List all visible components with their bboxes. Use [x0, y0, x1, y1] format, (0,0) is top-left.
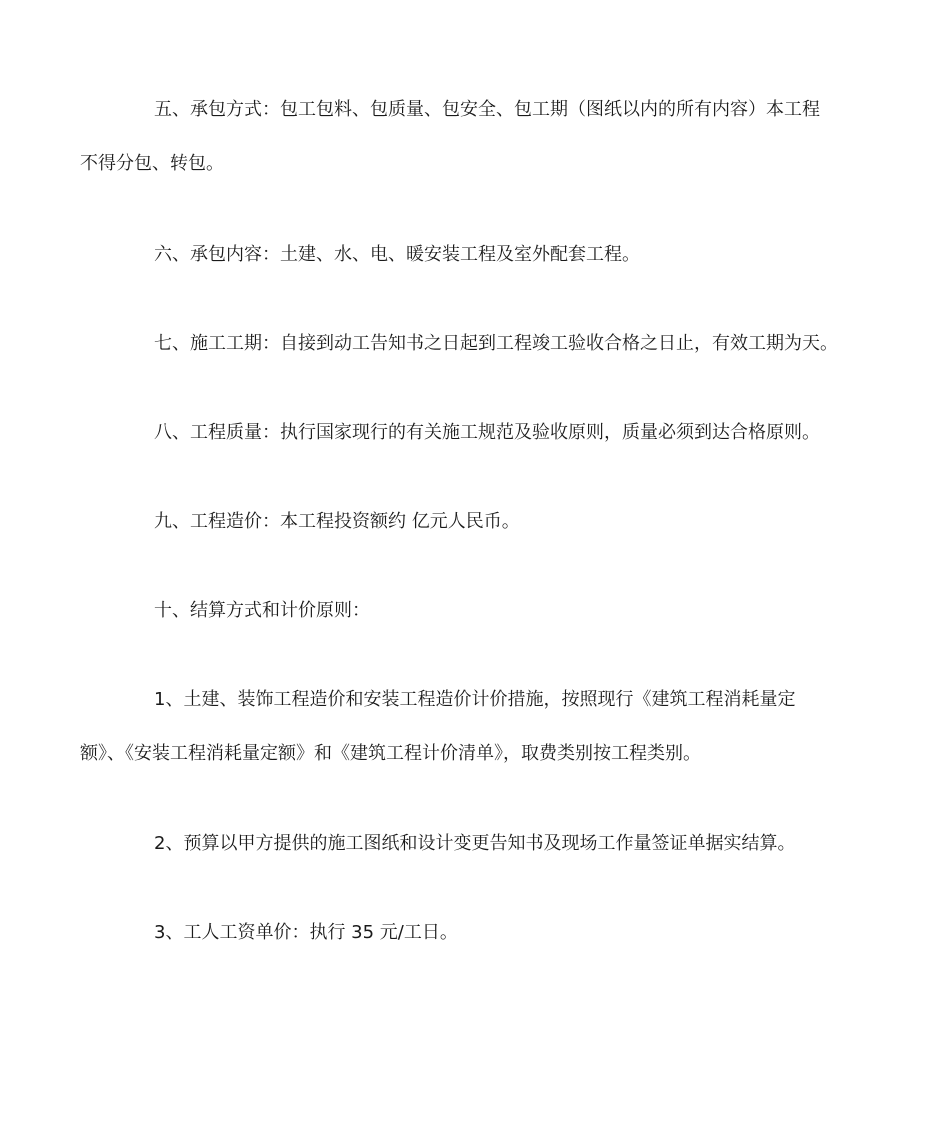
paragraph-line: 额》、《安装工程消耗量定额》和《建筑工程计价清单》，取费类别按工程类别。 [80, 743, 701, 764]
paragraph-item-1 [80, 673, 833, 781]
paragraph-item-2 [117, 817, 833, 871]
paragraph-line: 八、工程质量：执行国家现行的有关施工规范及验收原则，质量必须到达合格原则。 [154, 422, 820, 443]
paragraph-line: 五、承包方式：包工包料、包质量、包安全、包工期（图纸以内的所有内容）本工程 [154, 99, 820, 120]
paragraph-line: 十、结算方式和计价原则： [154, 600, 370, 621]
paragraph-section-7 [117, 317, 838, 371]
paragraph-line: 2、预算以甲方提供的施工图纸和设计变更告知书及现场工作量签证单据实结算。 [154, 833, 796, 854]
paragraph-line: 1、土建、装饰工程造价和安装工程造价计价措施，按照现行《建筑工程消耗量定 [154, 689, 796, 710]
paragraph-line: 不得分包、转包。 [80, 153, 224, 174]
paragraph-section-5 [80, 83, 833, 191]
paragraph-line: 六、承包内容：土建、水、电、暖安装工程及室外配套工程。 [154, 244, 640, 265]
paragraph-section-10 [117, 584, 833, 638]
paragraph-line: 九、工程造价：本工程投资额约 亿元人民币。 [154, 511, 520, 532]
paragraph-section-6 [117, 228, 833, 282]
paragraph-line: 3、工人工资单价：执行 35 元/工日。 [154, 922, 458, 943]
paragraph-section-9 [117, 495, 833, 549]
paragraph-section-8 [117, 406, 833, 460]
paragraph-item-3 [117, 906, 833, 960]
paragraph-line: 七、施工工期：自接到动工告知书之日起到工程竣工验收合格之日止，有效工期为天。 [154, 333, 838, 354]
